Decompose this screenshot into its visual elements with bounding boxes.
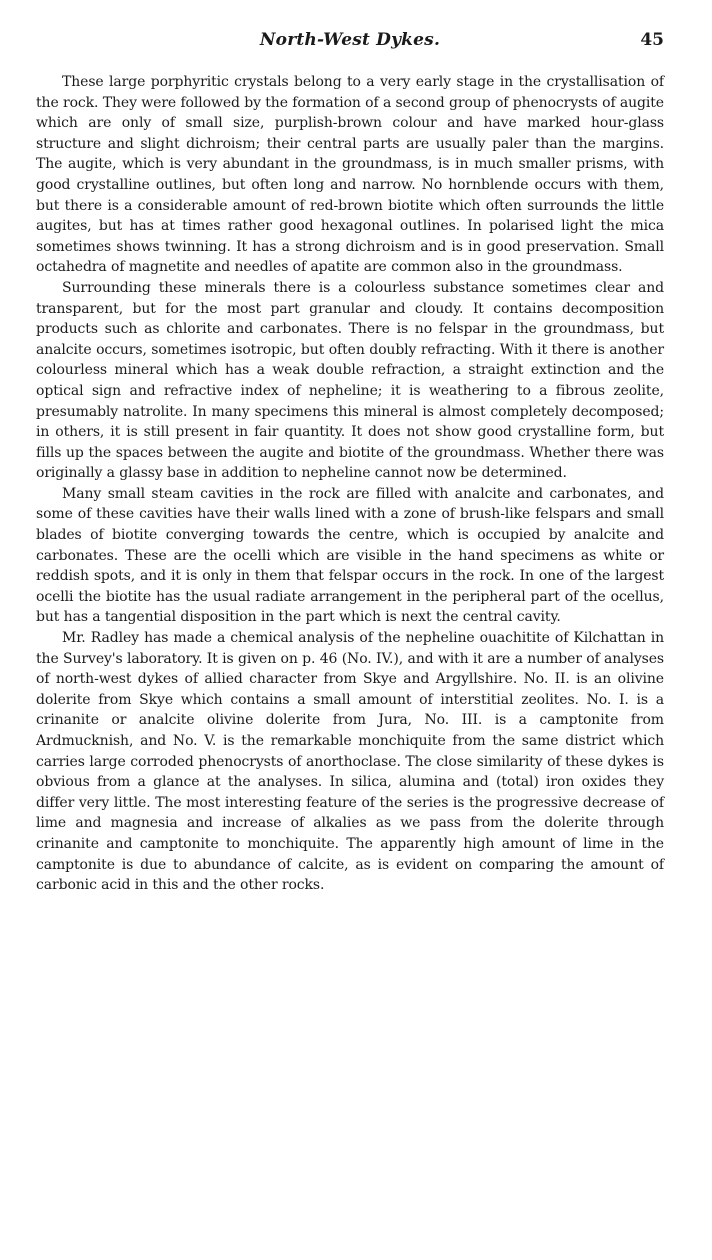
paragraph-1: These large porphyritic crystals belong to a very early stage in the crystallisation of the rock. They were followed by the formation of a second group of phenocrysts of augite which are only of small size, purplish-brown colour and have marked hour-glass structure and slight dichroism; their central parts are usually paler than the margins. The augite, which is very abundant in the groundmass, is in much smaller prisms, with good crystalline outlines, but often long and narrow. No hornblende occurs with them, but there is a considerable amount of red-brown biotite which often surrounds the little augites, but has at times rather good hexagonal outlines. In polarised light the mica sometimes shows twinning. It has a strong dichroism and is in good preservation. Small octahedra of magnetite and needles of apatite are common also in the groundmass. [36,74,664,276]
page-number: 45 [640,30,664,50]
body-text [36,72,664,896]
book-page [36,30,664,896]
running-header [36,30,664,56]
paragraph-3: Many small steam cavities in the rock are filled with analcite and carbonates, and some of these cavities have their walls lined with a zone of brush-like felspars and small blades of biotite converging towards the centre, which is occupied by analcite and carbonates. These are the ocelli which are visible in the hand specimens as white or reddish spots, and it is only in them that felspar occurs in the rock. In one of the largest ocelli the biotite has the usual radiate arrangement in the peripheral part of the ocellus, but has a tangential disposition in the part which is next the central cavity. [36,485,664,626]
running-title: North-West Dykes. [259,30,441,50]
paragraph-4: Mr. Radley has made a chemical analysis of the nepheline ouachitite of Kilchattan in the Survey's laboratory. It is given on p. 46 (No. IV.), and with it are a number of analyses of north-west dykes of allied character from Skye and Argyllshire. No. II. is an olivine dolerite from Skye which contains a small amount of interstitial zeolites. No. I. is a crinanite or analcite olivine dolerite from Jura, No. III. is a camptonite from Ardmucknish, and No. V. is the remarkable monchiquite from the same district which carries large corroded phenocrysts of anorthoclase. The close similarity of these dykes is obvious from a glance at the analyses. In silica, alumina and (total) iron oxides they differ very little. The most interesting feature of the series is the progressive decrease of lime and magnesia and increase of alkalies as we pass from the dolerite through crinanite and camptonite to monchiquite. The apparently high amount of lime in the camptonite is due to abundance of calcite, as is evident on comparing the amount of carbonic acid in this and the other rocks. [36,630,664,894]
paragraph-2: Surrounding these minerals there is a colourless substance sometimes clear and transparent, but for the most part granular and cloudy. It contains decomposition products such as chlorite and carbonates. There is no felspar in the groundmass, but analcite occurs, sometimes isotropic, but often doubly refracting. With it there is another colourless mineral which has a weak double refraction, a straight extinction and the optical sign and refractive index of nepheline; it is weathering to a fibrous zeolite, presumably natrolite. In many specimens this mineral is almost completely decomposed; in others, it is still present in fair quantity. It does not show good crystalline form, but fills up the spaces between the augite and biotite of the groundmass. Whether there was originally a glassy base in addition to nepheline cannot now be determined. [36,279,664,482]
